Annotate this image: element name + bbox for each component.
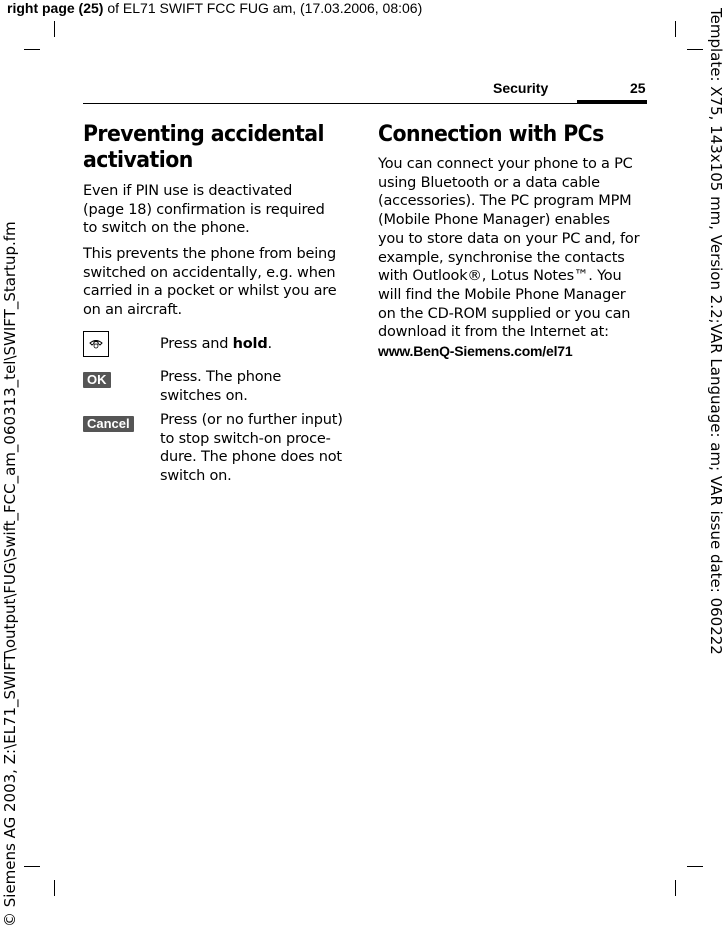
cancel-key-label: Cancel	[83, 416, 134, 432]
end-call-key	[83, 331, 109, 357]
text-line: example, synchronise the contacts	[378, 249, 625, 266]
step-3-text	[160, 411, 360, 486]
text-line: switches on.	[160, 387, 248, 404]
step-1-text	[160, 335, 360, 354]
step-1-bold: hold	[232, 336, 268, 352]
text-line: with Outlook®, Lotus Notes™. You	[378, 268, 622, 285]
side-text-left: © Siemens AG 2003, Z:\EL71_SWIFT\output\FUG\Swift_FCC_am_060313_tel\SWIFT_Startup.fm	[1, 221, 19, 927]
step-1-after: .	[267, 336, 272, 352]
text-line: Press. The phone	[160, 369, 282, 385]
text-line: dure. The phone does not	[160, 449, 342, 466]
crop-mark	[687, 866, 703, 867]
left-paragraph-2	[83, 245, 353, 320]
text-line: you to store data on your PC and, for	[378, 230, 640, 247]
left-heading-line1: Preventing accidental	[83, 122, 324, 147]
crop-mark	[675, 880, 676, 896]
crop-mark	[24, 49, 40, 50]
right-heading: Connection with PCs	[378, 122, 604, 147]
end-call-icon	[89, 335, 103, 354]
ok-key	[83, 369, 111, 388]
crop-mark	[54, 21, 55, 37]
text-line: Even if PIN use is deactivated	[83, 183, 293, 199]
text-line: to stop switch-on proce-	[160, 430, 331, 447]
text-line: carried in a pocket or whilst you are	[83, 283, 337, 300]
crop-mark	[675, 21, 676, 37]
side-text-right: Template: X75, 143x105 mm, Version 2.2;VAR Language: am; VAR issue date: 060222	[707, 8, 725, 655]
step-2-text	[160, 368, 360, 405]
text-line: using Bluetooth or a data cable	[378, 174, 600, 191]
step-1-lead: Press and	[160, 336, 233, 352]
right-paragraph	[378, 155, 648, 361]
text-line: switch on.	[160, 468, 232, 485]
print-header	[7, 0, 422, 16]
crop-mark	[54, 880, 55, 896]
left-paragraph-1	[83, 182, 353, 238]
header-rule	[83, 103, 647, 104]
text-line: on the CD-ROM supplied or you can	[378, 305, 631, 322]
text-line: (accessories). The PC program MPM	[378, 193, 632, 210]
header-rule-accent	[577, 100, 647, 103]
text-line: Press (or no further input)	[160, 412, 343, 428]
text-line: will find the Mobile Phone Manager	[378, 286, 626, 303]
text-line: You can connect your phone to a PC	[378, 156, 633, 172]
cancel-key	[83, 413, 134, 432]
text-line: download it from the Internet at:	[378, 324, 609, 341]
text-line: switched on accidentally, e.g. when	[83, 264, 336, 281]
ok-key-label: OK	[83, 372, 111, 388]
crop-mark	[24, 866, 40, 867]
text-line: to switch on the phone.	[83, 220, 250, 237]
page-number: 25	[630, 80, 646, 96]
print-header-rest: of EL71 SWIFT FCC FUG am, (17.03.2006, 08:06)	[103, 0, 423, 16]
text-line: This prevents the phone from being	[83, 246, 337, 262]
left-heading-line2: activation	[83, 148, 193, 173]
crop-mark	[687, 49, 703, 50]
download-link[interactable]: www.BenQ-Siemens.com/el71	[378, 343, 573, 360]
text-line: on an aircraft.	[83, 302, 182, 319]
print-header-prefix: right page (25)	[7, 0, 104, 16]
text-line: (Mobile Phone Manager) enables	[378, 212, 610, 229]
page-header-section: Security	[493, 80, 549, 96]
text-line: (page 18) confirmation is required	[83, 201, 325, 218]
